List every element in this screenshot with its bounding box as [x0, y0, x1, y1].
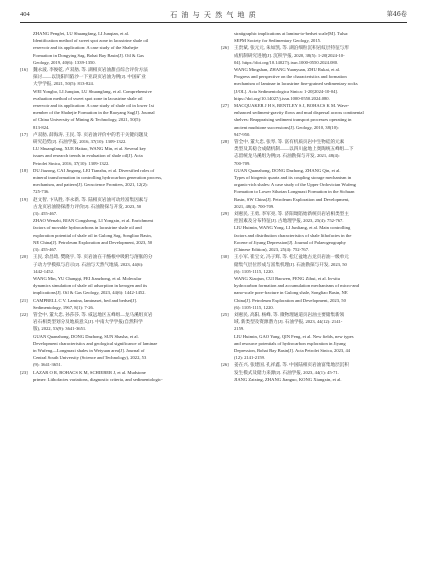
reference-text: LAZAR O R, BOHACS K M, SCHIEBER J, et al. Mudstone primer: Lithofacies variations, diagnostic criteria, and sedimentologic-	[33, 369, 163, 382]
reference-text: 姜在兴, 张建国, 孔祥鑫, 等. 中国陆相页岩油富集地层沉积 发生模式及储力来源[J]. 石油学报, 2023, 44(1): 45-71. JIANG Zaixing, ZHANG Jianguo, KONG Xiangxin, et al.	[234, 362, 349, 382]
reference-number: [16]	[20, 67, 28, 73]
reference-number: [23]	[20, 369, 28, 375]
reference-entry	[221, 30, 407, 44]
reference-entry	[20, 311, 206, 369]
reference-entry	[20, 196, 206, 254]
journal-title: 石 油 与 天 然 气 地 质	[170, 11, 257, 19]
reference-text: 管全中, 董大忠, 孙莎莎, 等. 威远地区五峰组—龙马溪组页岩 岩石相类型划分及地质意义[J]. 中南大学学报(自然科学 版), 2022, 53(9): 3641-3651. GUAN Quanzhong, DONG Dazhong, SUN Shasha, et al. Development characteristics and geological significance of laminae in Wufeng—Longmaxi shales in Weiyuan area[J]. Journal of Central South University (Science and Technology), 2022, 53 (9): 3641-3651.	[33, 311, 158, 368]
reference-text: 王小军, 崔宝文, 冯子辉, 等. 松辽盆地古龙页岩油一级单元 储集气层位形成与富集机理[J]. 石油勘探与开发, 2023, 50 (6): 1105-1115, 1220. WANG Xiaojun, CUI Baowen, FENG Zihui, et al. In-situ hydrocarbon formation and accumulation mechanisms of micro-and nano-scale pore-fracture in Gulong shale, Songliao Basin, NE China[J]. Petroleum Exploration and Development, 2023, 50 (6): 1105-1115, 1220.	[234, 254, 360, 310]
reference-entry	[221, 311, 407, 361]
reference-text: 卢双舫, 薛海涛, 王民, 等. 页岩油评价中的若干关键问题及 研究趋势[J]. 石油学报, 2016, 37(10): 1309-1322. LU Shuangfang, XUE Haitao, WANG Min, et al. Several key issues and research trends in evaluation of shale oil[J]. Acta Petrolei Sinica, 2016, 37(10): 1309-1322.	[33, 131, 148, 166]
reference-entry	[20, 131, 206, 167]
reference-number: [28]	[221, 139, 229, 145]
reference-entry	[221, 102, 407, 138]
reference-entry	[221, 253, 407, 311]
reference-number: [30]	[221, 254, 229, 260]
header-rule	[20, 22, 407, 23]
reference-text: 赵文智, 卞从胜, 李永新, 等. 陆相页岩油可动烃富集因素与 古龙页岩油勘探潜力评价[J]. 石油勘探与开发, 2023, 50 (3): 455-467. ZHAO Wenzhi, BIAN Congsheng, LI Yongxin, et al. Enrichment factors of movable hydrocarbons in lacustrine shale oil and exploration potential of shale oil in Gulong Sag, Songliao Basin, NE China[J]. Petroleum Exploration and Development, 2023, 50 (3): 455-467.	[33, 196, 154, 253]
references-left-column	[20, 30, 206, 383]
reference-number: [17]	[20, 131, 28, 137]
reference-text: stratigraphic implications at lamina-to-bedset scale[M]. Tulsa: SEPM Society for Sedimentary Geology, 2015.	[234, 31, 349, 44]
reference-text: 刘惠民, 王勇, 李军亮, 等. 济阳坳陷始新统页岩岩相类型主 控因素及分布特征[J]. 古地理学报, 2023, 25(4): 752-767. LIU Huimin, WANG Yong, LI Junliang, et al. Main controlling factors and distribution characteristics of shale lithofacies in the Eocene of Jiyang Depression[J]. Journal of Palaeogeography (Chinese Edition), 2023, 25(4): 752-767.	[234, 211, 352, 253]
reference-entry	[221, 138, 407, 210]
reference-text: 魏永波, 李俊乾, 卢双舫, 等. 湖相页岩油甜点综合评价方法 探讨——以饶阳凹陷沙一下亚段页岩油为例[J]. 中国矿业 大学学报, 2021, 50(5): 813-824. WEI Yongbo, LI Junqian, LU Shuangfang, et al. Comprehensive evaluation method of sweet spot zone in lacustrine shale oil reservoir and its application: A case study of shale oil in lower 1st member of the Shahejie Formation in the Raoyang Sag[J]. Journal of China University of Mining & Technology, 2021, 50(5): 813-824.	[33, 67, 155, 130]
reference-number: [29]	[221, 211, 229, 217]
references-right-column	[221, 30, 407, 383]
reference-text: 刘惠民, 高阳, 杨峰, 等. 微物理通道页岩油主要储集新领 域, 新类型及资源潜力[J]. 石油学报, 2023, 44(12): 2141- 2159. LIU Huimin, GAO Yang, QIN Feng, et al. New fields, new types and resource potentials of hydrocarbon exploration in Jiyang Depression, Bohai Bay Basin[J]. Acta Petrolei Sinica, 2023, 44 (12): 2141-2159.	[234, 311, 354, 361]
reference-text: 管全中, 董大忠, 张琴, 等. 富有机质页岩中生物硅的元素 类型及其稳合成储机制——以四川盆地上奥陶统五峰组—下 志留统龙马溪组为例[J]. 石油勘探与开发, 2021, 48(4): 700-709. GUAN Quanzhong, DONG Dazhong, ZHANG Qin, et al. Types of biogenic quartz and its coupling storage mechanism in organic-rich shales: A case study of the Upper Ordovician Wufeng Formation to Lower Silurian Longmaxi Formation in the Sichuan Basin, SW China[J]. Petroleum Exploration and Development, 2021, 48(4): 700-709.	[234, 139, 356, 209]
reference-entry	[20, 253, 206, 296]
reference-entry	[20, 30, 206, 66]
reference-text: MACQUAKER J H S, BENTLEY S J, BOHACS K M. Wave- enhanced sediment-gravity flows and mud dispersal across continental shelves: Reappraising sediment transport processes operating in ancient mudstone successions[J]. Geology, 2010, 38(10): 947-950.	[234, 103, 364, 137]
reference-number: [27]	[221, 103, 229, 109]
reference-entry	[20, 369, 206, 383]
reference-entry	[221, 44, 407, 102]
reference-entry	[20, 66, 206, 131]
reference-text: 王民, 余昌琦, 樊晓宇, 等. 页岩油在干酪根中吸附与溶胀的分 子动力学模拟与启示[J]. 石油与天然气地质, 2023, 44(6): 1442-1452. WANG Min, YU Changqi, FEI Jianzhong, et al. Molecular dynamics simulation of shale oil adsorption in kerogen and its implications[J]. Oil & Gas Geology, 2023, 44(6): 1442-1452.	[33, 254, 153, 296]
reference-text: DU Jiazong, CAI Jingong, LEI Tianzhu, et al. Diversified roles of mineral transformation in controlling hydrocarbon generation process, mechanism, and pattern[J]. Geoscience Frontiers, 2021, 12(2): 725-736.	[33, 167, 163, 195]
reference-number: [20]	[20, 254, 28, 260]
reference-number: [22]	[20, 311, 28, 317]
reference-number: [19]	[20, 196, 28, 202]
reference-text: ZHANG Pengfei, LU Shuangfang, LI Junqian, et al. Identification method of sweet spot zone in lacustrine shale oil reservoir and its application: A case study of the Shahejie Formation in Dongying Sag, Bohai Bay Basin[J]. Oil & Gas Geology, 2019, 40(6): 1339-1350.	[33, 31, 149, 65]
reference-number: [25]	[221, 311, 229, 317]
reference-entry	[221, 210, 407, 253]
reference-entry	[20, 297, 206, 311]
reference-number: [26]	[221, 45, 229, 51]
reference-text: CAMPBELL C V. Lamina, laminaset, bed and bedset[J]. Sedimentology, 1967, 8(1): 7-26.	[33, 297, 138, 310]
reference-entry	[20, 167, 206, 196]
reference-text: 王贵斌, 张元元, 朱如凯, 等. 湖泊细粒沉积岩纹层特征与形 成机制研究进展[J]. 沉积学报, 2020, 38(5): 1-20[2024-10- 04]. https://doi.org/10.14027/j.issn.1000-0550.2024.080. WANG Mingshan, ZHANG Yuanyuan, ZHU Rukai, et al. Progress and perspective on the characteristics and formation mechanism of laminae in lacustrine fine-grained sedimentary rocks [J/OL]. Acta Sedimentologica Sinica: 1-20[2024-10-04]. https://doi.org/10.14027/j.issn.1000-0550.2024.080.	[234, 45, 358, 101]
reference-entry	[221, 361, 407, 383]
reference-number: [26]	[221, 362, 229, 368]
page-number: 404	[20, 11, 30, 18]
reference-number: [21]	[20, 297, 28, 303]
reference-number: [18]	[20, 167, 28, 173]
volume-label: 第46卷	[386, 11, 407, 18]
